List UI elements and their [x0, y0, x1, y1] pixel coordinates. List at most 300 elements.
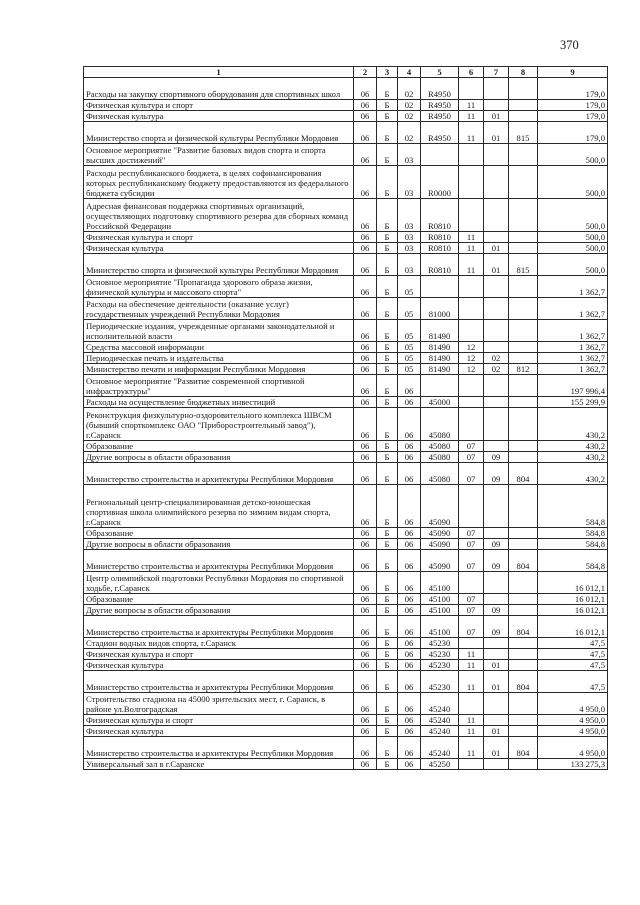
direction-code-cell: 45080: [421, 408, 459, 441]
section-code-cell: 06: [354, 550, 377, 572]
subsection-code-cell: [484, 715, 509, 726]
direction-code-cell: 45240: [421, 737, 459, 759]
subsection-code-cell: 01: [484, 660, 509, 671]
section-code-cell: 06: [354, 78, 377, 100]
section-code-cell: 06: [354, 364, 377, 375]
direction-code-cell: 81490: [421, 364, 459, 375]
table-row: [84, 572, 608, 594]
subprogram-code-cell: Б: [377, 452, 398, 463]
subsection-code-cell: 01: [484, 122, 509, 144]
subsection-code-cell: [484, 638, 509, 649]
event-code-cell: 03: [398, 232, 421, 243]
event-code-cell: 06: [398, 726, 421, 737]
chapter-code-cell: 11: [459, 254, 484, 276]
agency-code-cell: [509, 660, 538, 671]
subprogram-code-cell: Б: [377, 243, 398, 254]
amount-cell: 16 012,1: [538, 616, 608, 638]
section-code-cell: 06: [354, 693, 377, 715]
amount-cell: 500,0: [538, 144, 608, 166]
amount-cell: 1 362,7: [538, 276, 608, 298]
table-header-row: [84, 67, 608, 78]
subprogram-code-cell: Б: [377, 649, 398, 660]
event-code-cell: 06: [398, 715, 421, 726]
direction-code-cell: 45090: [421, 539, 459, 550]
chapter-code-cell: [459, 408, 484, 441]
subprogram-code-cell: Б: [377, 199, 398, 232]
chapter-code-cell: 11: [459, 715, 484, 726]
subprogram-code-cell: Б: [377, 715, 398, 726]
subsection-code-cell: [484, 693, 509, 715]
subprogram-code-cell: Б: [377, 485, 398, 528]
agency-code-cell: [509, 485, 538, 528]
agency-code-cell: [509, 605, 538, 616]
amount-cell: 4 950,0: [538, 715, 608, 726]
amount-cell: 16 012,1: [538, 594, 608, 605]
section-code-cell: 06: [354, 528, 377, 539]
section-code-cell: 06: [354, 660, 377, 671]
section-code-cell: 06: [354, 452, 377, 463]
event-code-cell: 02: [398, 111, 421, 122]
chapter-code-cell: 12: [459, 342, 484, 353]
amount-cell: 500,0: [538, 243, 608, 254]
amount-cell: 1 362,7: [538, 320, 608, 342]
event-code-cell: 06: [398, 539, 421, 550]
chapter-code-cell: 11: [459, 660, 484, 671]
item-name-cell: Физическая культура и спорт: [84, 100, 354, 111]
direction-code-cell: 45080: [421, 441, 459, 452]
table-row: [84, 594, 608, 605]
event-code-cell: 02: [398, 78, 421, 100]
event-code-cell: 05: [398, 298, 421, 320]
chapter-code-cell: 07: [459, 452, 484, 463]
event-code-cell: 05: [398, 364, 421, 375]
section-code-cell: 06: [354, 375, 377, 397]
table-row: [84, 605, 608, 616]
event-code-cell: 03: [398, 144, 421, 166]
table-row: [84, 100, 608, 111]
agency-code-cell: [509, 166, 538, 199]
direction-code-cell: 81490: [421, 353, 459, 364]
section-code-cell: 06: [354, 199, 377, 232]
table-row: [84, 166, 608, 199]
subprogram-code-cell: Б: [377, 441, 398, 452]
subsection-code-cell: [484, 528, 509, 539]
item-name-cell: Расходы республиканского бюджета, в целях софинансирования которых республиканскому бюджету предоставляются из федерального бюджета субсидии: [84, 166, 354, 199]
subsection-code-cell: [484, 397, 509, 408]
amount-cell: 1 362,7: [538, 342, 608, 353]
amount-cell: 500,0: [538, 232, 608, 243]
subprogram-code-cell: Б: [377, 232, 398, 243]
section-code-cell: 06: [354, 111, 377, 122]
chapter-code-cell: [459, 759, 484, 770]
amount-cell: 197 996,4: [538, 375, 608, 397]
chapter-code-cell: 11: [459, 232, 484, 243]
item-name-cell: Основное мероприятие "Развитие современной спортивной инфраструктуры": [84, 375, 354, 397]
agency-code-cell: 804: [509, 737, 538, 759]
table-row: [84, 638, 608, 649]
item-name-cell: Реконструкция физкультурно-оздоровительного комплекса ШВСМ (бывший спорткомплекс ОАО "Приборостроительный завод"), г.Саранск: [84, 408, 354, 441]
subsection-code-cell: [484, 166, 509, 199]
subsection-code-cell: 01: [484, 111, 509, 122]
agency-code-cell: [509, 452, 538, 463]
direction-code-cell: R4950: [421, 111, 459, 122]
event-code-cell: 06: [398, 572, 421, 594]
subprogram-code-cell: Б: [377, 111, 398, 122]
subprogram-code-cell: Б: [377, 122, 398, 144]
table-row: [84, 375, 608, 397]
chapter-code-cell: [459, 298, 484, 320]
table-row: [84, 693, 608, 715]
subprogram-code-cell: Б: [377, 408, 398, 441]
chapter-code-cell: 11: [459, 100, 484, 111]
event-code-cell: 02: [398, 100, 421, 111]
chapter-code-cell: [459, 78, 484, 100]
column-header: 1: [84, 67, 354, 78]
event-code-cell: 06: [398, 485, 421, 528]
direction-code-cell: R0810: [421, 254, 459, 276]
event-code-cell: 06: [398, 452, 421, 463]
subprogram-code-cell: Б: [377, 100, 398, 111]
section-code-cell: 06: [354, 616, 377, 638]
chapter-code-cell: 07: [459, 616, 484, 638]
subprogram-code-cell: Б: [377, 320, 398, 342]
subsection-code-cell: 01: [484, 243, 509, 254]
direction-code-cell: 45100: [421, 605, 459, 616]
direction-code-cell: R4950: [421, 100, 459, 111]
section-code-cell: 06: [354, 408, 377, 441]
table-row: [84, 397, 608, 408]
table-row: [84, 232, 608, 243]
amount-cell: 500,0: [538, 199, 608, 232]
subsection-code-cell: [484, 298, 509, 320]
subsection-code-cell: 09: [484, 452, 509, 463]
subsection-code-cell: [484, 375, 509, 397]
chapter-code-cell: [459, 144, 484, 166]
amount-cell: 1 362,7: [538, 364, 608, 375]
direction-code-cell: R0810: [421, 243, 459, 254]
chapter-code-cell: [459, 485, 484, 528]
chapter-code-cell: 07: [459, 528, 484, 539]
table-row: [84, 408, 608, 441]
amount-cell: 4 950,0: [538, 737, 608, 759]
agency-code-cell: [509, 649, 538, 660]
item-name-cell: Основное мероприятие "Развитие базовых видов спорта и спорта высших достижений": [84, 144, 354, 166]
subsection-code-cell: 01: [484, 671, 509, 693]
column-header: 3: [377, 67, 398, 78]
agency-code-cell: [509, 726, 538, 737]
amount-cell: 179,0: [538, 111, 608, 122]
agency-code-cell: 804: [509, 671, 538, 693]
direction-code-cell: 81000: [421, 298, 459, 320]
chapter-code-cell: 12: [459, 353, 484, 364]
amount-cell: 16 012,1: [538, 572, 608, 594]
agency-code-cell: 804: [509, 616, 538, 638]
agency-code-cell: 804: [509, 463, 538, 485]
agency-code-cell: [509, 243, 538, 254]
section-code-cell: 06: [354, 298, 377, 320]
table-row: [84, 759, 608, 770]
item-name-cell: Физическая культура: [84, 660, 354, 671]
subprogram-code-cell: Б: [377, 254, 398, 276]
direction-code-cell: 45090: [421, 485, 459, 528]
chapter-code-cell: 07: [459, 550, 484, 572]
event-code-cell: 06: [398, 649, 421, 660]
direction-code-cell: 81490: [421, 342, 459, 353]
direction-code-cell: R0000: [421, 166, 459, 199]
section-code-cell: 06: [354, 737, 377, 759]
direction-code-cell: [421, 144, 459, 166]
subprogram-code-cell: Б: [377, 550, 398, 572]
table-row: [84, 122, 608, 144]
section-code-cell: 06: [354, 441, 377, 452]
subsection-code-cell: 01: [484, 254, 509, 276]
section-code-cell: 06: [354, 397, 377, 408]
chapter-code-cell: [459, 320, 484, 342]
subprogram-code-cell: Б: [377, 397, 398, 408]
direction-code-cell: 45230: [421, 660, 459, 671]
subprogram-code-cell: Б: [377, 375, 398, 397]
direction-code-cell: 45100: [421, 572, 459, 594]
table-row: [84, 550, 608, 572]
table-body: [84, 78, 608, 770]
subprogram-code-cell: Б: [377, 539, 398, 550]
item-name-cell: Министерство спорта и физической культуры Республики Мордовия: [84, 254, 354, 276]
subsection-code-cell: 01: [484, 737, 509, 759]
subsection-code-cell: [484, 276, 509, 298]
agency-code-cell: [509, 397, 538, 408]
subprogram-code-cell: Б: [377, 298, 398, 320]
agency-code-cell: [509, 375, 538, 397]
section-code-cell: 06: [354, 353, 377, 364]
chapter-code-cell: [459, 276, 484, 298]
subprogram-code-cell: Б: [377, 353, 398, 364]
event-code-cell: 06: [398, 693, 421, 715]
chapter-code-cell: 11: [459, 649, 484, 660]
event-code-cell: 06: [398, 759, 421, 770]
item-name-cell: Строительство стадиона на 45000 зрительских мест, г. Саранск, в районе ул.Волгоградская: [84, 693, 354, 715]
direction-code-cell: [421, 276, 459, 298]
subsection-code-cell: 09: [484, 605, 509, 616]
column-header: 6: [459, 67, 484, 78]
agency-code-cell: 815: [509, 122, 538, 144]
table-row: [84, 452, 608, 463]
agency-code-cell: [509, 144, 538, 166]
table-row: [84, 715, 608, 726]
subprogram-code-cell: Б: [377, 594, 398, 605]
agency-code-cell: 812: [509, 364, 538, 375]
section-code-cell: 06: [354, 122, 377, 144]
table-row: [84, 111, 608, 122]
agency-code-cell: 815: [509, 254, 538, 276]
event-code-cell: 05: [398, 276, 421, 298]
column-header: 9: [538, 67, 608, 78]
direction-code-cell: 45090: [421, 550, 459, 572]
agency-code-cell: [509, 78, 538, 100]
subsection-code-cell: [484, 441, 509, 452]
amount-cell: 1 362,7: [538, 353, 608, 364]
event-code-cell: 05: [398, 353, 421, 364]
item-name-cell: Министерство спорта и физической культуры Республики Мордовия: [84, 122, 354, 144]
event-code-cell: 06: [398, 397, 421, 408]
amount-cell: 47,5: [538, 649, 608, 660]
column-header: 2: [354, 67, 377, 78]
amount-cell: 430,2: [538, 408, 608, 441]
event-code-cell: 06: [398, 528, 421, 539]
agency-code-cell: [509, 276, 538, 298]
section-code-cell: 06: [354, 463, 377, 485]
event-code-cell: 06: [398, 737, 421, 759]
chapter-code-cell: 07: [459, 539, 484, 550]
agency-code-cell: 804: [509, 550, 538, 572]
subsection-code-cell: [484, 594, 509, 605]
event-code-cell: 05: [398, 342, 421, 353]
chapter-code-cell: 11: [459, 671, 484, 693]
chapter-code-cell: 07: [459, 463, 484, 485]
chapter-code-cell: [459, 375, 484, 397]
item-name-cell: Другие вопросы в области образования: [84, 452, 354, 463]
direction-code-cell: 45240: [421, 693, 459, 715]
event-code-cell: 06: [398, 550, 421, 572]
direction-code-cell: 45250: [421, 759, 459, 770]
section-code-cell: 06: [354, 726, 377, 737]
event-code-cell: 06: [398, 441, 421, 452]
subsection-code-cell: [484, 78, 509, 100]
table-row: [84, 199, 608, 232]
agency-code-cell: [509, 693, 538, 715]
table-row: [84, 463, 608, 485]
amount-cell: 155 299,9: [538, 397, 608, 408]
chapter-code-cell: [459, 638, 484, 649]
chapter-code-cell: 11: [459, 243, 484, 254]
chapter-code-cell: [459, 199, 484, 232]
subprogram-code-cell: Б: [377, 364, 398, 375]
agency-code-cell: [509, 572, 538, 594]
subprogram-code-cell: Б: [377, 605, 398, 616]
subprogram-code-cell: Б: [377, 737, 398, 759]
event-code-cell: 06: [398, 616, 421, 638]
section-code-cell: 06: [354, 320, 377, 342]
column-header: 8: [509, 67, 538, 78]
agency-code-cell: [509, 638, 538, 649]
column-header: 5: [421, 67, 459, 78]
agency-code-cell: [509, 111, 538, 122]
direction-code-cell: 45090: [421, 528, 459, 539]
subprogram-code-cell: Б: [377, 660, 398, 671]
agency-code-cell: [509, 408, 538, 441]
item-name-cell: Образование: [84, 441, 354, 452]
agency-code-cell: [509, 715, 538, 726]
direction-code-cell: 45230: [421, 649, 459, 660]
subprogram-code-cell: Б: [377, 638, 398, 649]
section-code-cell: 06: [354, 342, 377, 353]
subsection-code-cell: [484, 408, 509, 441]
item-name-cell: Физическая культура и спорт: [84, 232, 354, 243]
agency-code-cell: [509, 298, 538, 320]
amount-cell: 584,8: [538, 528, 608, 539]
agency-code-cell: [509, 759, 538, 770]
column-header: 4: [398, 67, 421, 78]
amount-cell: 4 950,0: [538, 726, 608, 737]
section-code-cell: 06: [354, 243, 377, 254]
agency-code-cell: [509, 199, 538, 232]
subprogram-code-cell: Б: [377, 616, 398, 638]
section-code-cell: 06: [354, 144, 377, 166]
item-name-cell: Другие вопросы в области образования: [84, 539, 354, 550]
table-row: [84, 485, 608, 528]
item-name-cell: Министерство строительства и архитектуры Республики Мордовия: [84, 463, 354, 485]
direction-code-cell: [421, 375, 459, 397]
table-row: [84, 243, 608, 254]
subprogram-code-cell: Б: [377, 78, 398, 100]
direction-code-cell: 45240: [421, 726, 459, 737]
event-code-cell: 03: [398, 254, 421, 276]
page-number: 370: [560, 38, 579, 52]
event-code-cell: 02: [398, 122, 421, 144]
amount-cell: 47,5: [538, 671, 608, 693]
item-name-cell: Министерство строительства и архитектуры Республики Мордовия: [84, 616, 354, 638]
subprogram-code-cell: Б: [377, 276, 398, 298]
amount-cell: 584,8: [538, 539, 608, 550]
amount-cell: 4 950,0: [538, 693, 608, 715]
item-name-cell: Расходы на осуществление бюджетных инвестиций: [84, 397, 354, 408]
item-name-cell: Стадион водных видов спорта, г.Саранск: [84, 638, 354, 649]
table-row: [84, 671, 608, 693]
subprogram-code-cell: Б: [377, 572, 398, 594]
event-code-cell: 06: [398, 375, 421, 397]
chapter-code-cell: [459, 397, 484, 408]
item-name-cell: Расходы на обеспечение деятельности (оказание услуг) государственных учреждений Республики Мордовия: [84, 298, 354, 320]
chapter-code-cell: [459, 693, 484, 715]
subsection-code-cell: [484, 320, 509, 342]
direction-code-cell: R0810: [421, 232, 459, 243]
section-code-cell: 06: [354, 276, 377, 298]
item-name-cell: Другие вопросы в области образования: [84, 605, 354, 616]
table-row: [84, 254, 608, 276]
direction-code-cell: 45080: [421, 463, 459, 485]
item-name-cell: Периодические издания, учрежденные органами законодательной и исполнительной власти: [84, 320, 354, 342]
table-row: [84, 441, 608, 452]
chapter-code-cell: 11: [459, 737, 484, 759]
section-code-cell: 06: [354, 605, 377, 616]
item-name-cell: Министерство печати и информации Республики Мордовия: [84, 364, 354, 375]
chapter-code-cell: 07: [459, 441, 484, 452]
item-name-cell: Образование: [84, 594, 354, 605]
subsection-code-cell: [484, 759, 509, 770]
item-name-cell: Основное мероприятие "Пропаганда здорового образа жизни, физической культуры и массового спорта": [84, 276, 354, 298]
subprogram-code-cell: Б: [377, 463, 398, 485]
item-name-cell: Физическая культура и спорт: [84, 715, 354, 726]
chapter-code-cell: 11: [459, 111, 484, 122]
subsection-code-cell: 01: [484, 726, 509, 737]
section-code-cell: 06: [354, 649, 377, 660]
amount-cell: 179,0: [538, 122, 608, 144]
section-code-cell: 06: [354, 485, 377, 528]
item-name-cell: Физическая культура и спорт: [84, 649, 354, 660]
section-code-cell: 06: [354, 638, 377, 649]
agency-code-cell: [509, 100, 538, 111]
direction-code-cell: 45100: [421, 594, 459, 605]
table-row: [84, 353, 608, 364]
event-code-cell: 06: [398, 660, 421, 671]
agency-code-cell: [509, 342, 538, 353]
item-name-cell: Физическая культура: [84, 726, 354, 737]
table-row: [84, 737, 608, 759]
budget-table: [83, 66, 608, 770]
amount-cell: 179,0: [538, 100, 608, 111]
table-row: [84, 298, 608, 320]
event-code-cell: 06: [398, 408, 421, 441]
item-name-cell: Министерство строительства и архитектуры Республики Мордовия: [84, 671, 354, 693]
